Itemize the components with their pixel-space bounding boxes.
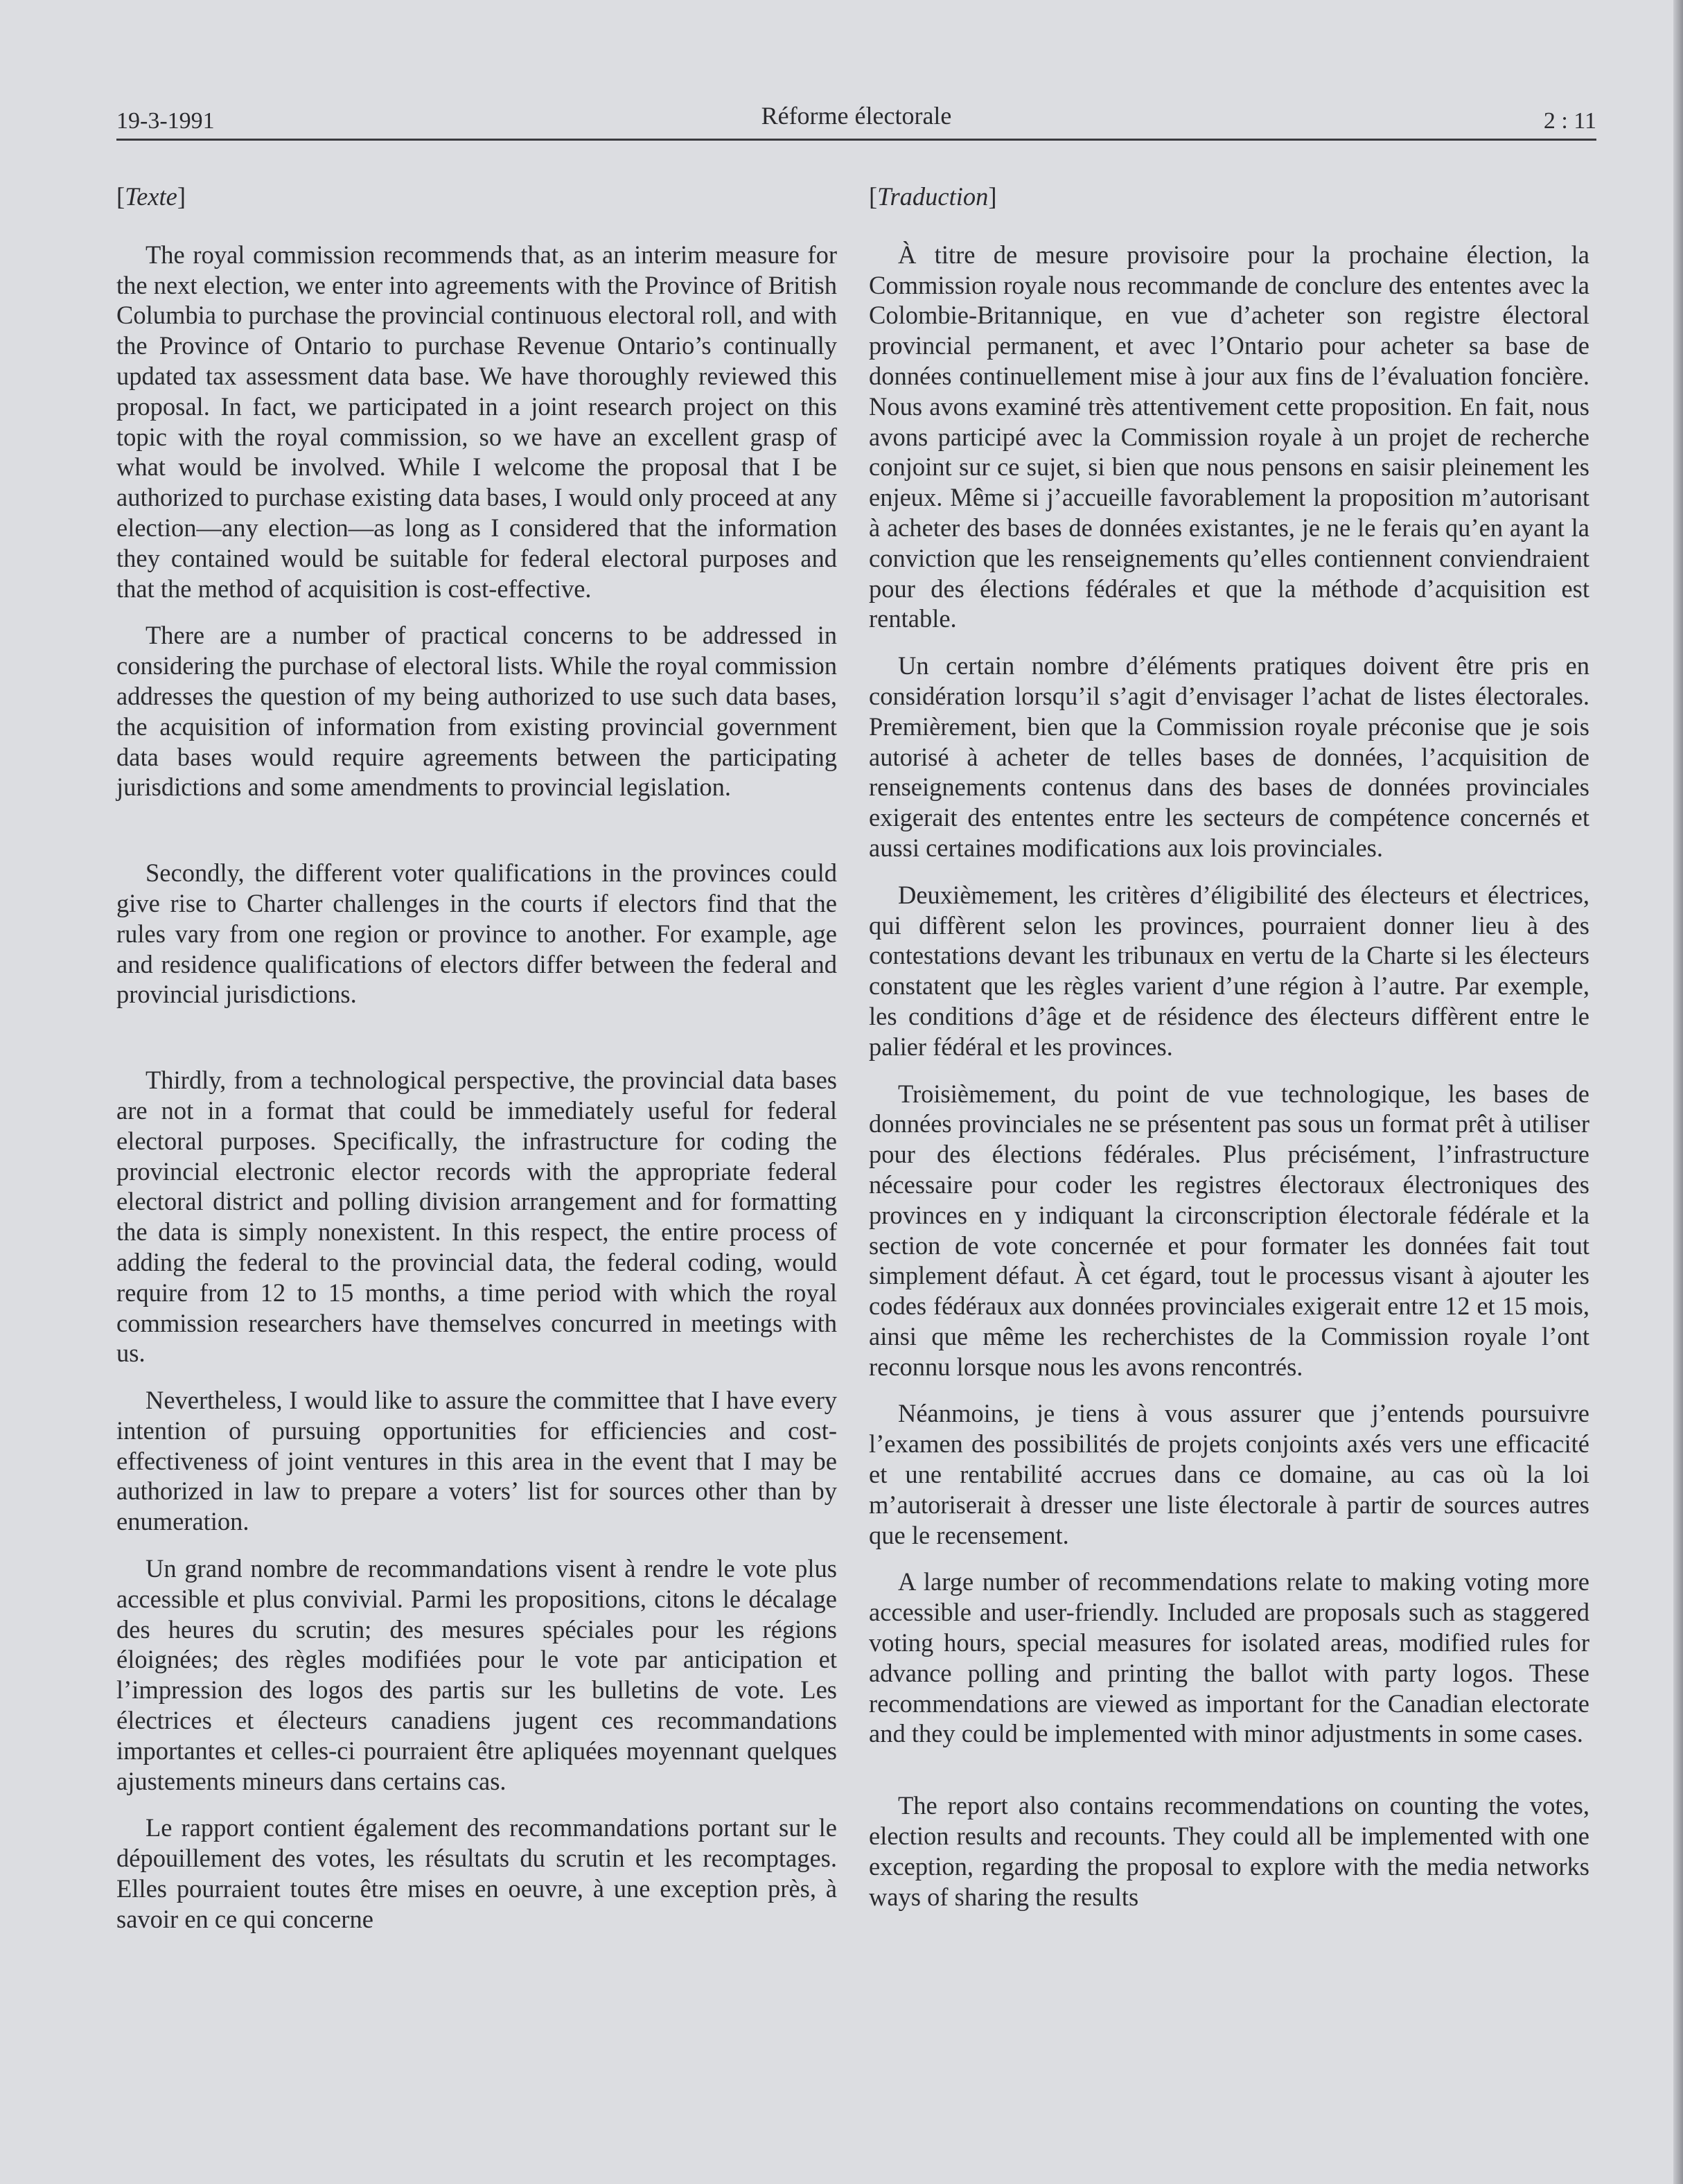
header-page-number: 2 : 11 (1543, 108, 1596, 134)
page-header (116, 101, 1596, 141)
left-paragraph-7: Le rapport contient également des recommandations portant sur le dépouillement des votes, les résultats du scrutin et les recomptages. Elles pourraient toutes être mises en oeuvre, à une exception près, à savoir en ce qui concerne (116, 1813, 837, 1933)
left-column (116, 182, 837, 1951)
header-date: 19-3-1991 (116, 108, 215, 134)
header-title: Réforme électorale (761, 102, 952, 130)
header-rule (116, 139, 1596, 141)
right-paragraph-5: Néanmoins, je tiens à vous assurer que j’entends poursuivre l’examen des possibilités de projets conjoints axés vers une efficacité et une rentabilité accrues dans ce domaine, au cas où la loi m’autoriserait à dresser une liste électorale à partir de sources autres que le recensement. (869, 1399, 1589, 1549)
right-paragraph-2: Un certain nombre d’éléments pratiques doivent être pris en considération lorsqu’il s’agit d’envisager l’achat de listes électorales. Premièrement, bien que la Commission royale préconise que je sois autorisé à acheter de telles bases de données, l’acquisition de renseignements contenus dans des bases de données provinciales exigerait des ententes entre les secteurs de compétence concernés et aussi certaines modifications aux lois provinciales. (869, 651, 1589, 862)
left-paragraph-6: Un grand nombre de recommandations visent à rendre le vote plus accessible et plus convivial. Parmi les propositions, citons le décalage des heures du scrutin; des mesures spéciales pour les régions éloignées; des règles modifiées pour le vote par anticipation et l’impression des logos des partis sur les bulletins de vote. Les électrices et électeurs canadiens jugent ces recommandations importantes et celles-ci pourraient être apliquées moyennant quelques ajustements mineurs dans certains cas. (116, 1554, 837, 1795)
left-paragraph-5: Nevertheless, I would like to assure the committee that I have every intention of pursuing opportunities for efficiencies and cost-effectiveness of joint ventures in this area in the event that I may be authorized in law to prepare a voters’ list for sources other than by enumeration. (116, 1386, 837, 1536)
right-paragraph-3: Deuxièmement, les critères d’éligibilité des électeurs et électrices, qui diffèrent selon les provinces, pourraient donner lieu à des contestations devant les tribunaux en vertu de la Charte si les électeurs constatent que les règles varient d’une région à l’autre. Par exemple, les conditions d’âge et de résidence des électeurs diffèrent entre le palier fédéral et les provinces. (869, 880, 1589, 1061)
right-column (869, 182, 1589, 1928)
left-paragraph-4: Thirdly, from a technological perspective, the provincial data bases are not in a format that could be immediately useful for federal electoral purposes. Specifically, the infrastructure for coding the provincial electronic elector records with the appropriate federal electoral district and polling division arrangement and for formatting the data is simply nonexistent. In this respect, the entire process of adding the federal to the provincial data, the federal coding, would require from 12 to 15 months, a time period with which the royal commission researchers have themselves concurred in meetings with us. (116, 1066, 837, 1368)
left-paragraph-3: Secondly, the different voter qualifications in the provinces could give rise to Charter challenges in the courts if electors find that the rules vary from one region or province to another. For example, age and residence qualifications of electors differ between the federal and provincial jurisdictions. (116, 858, 837, 1009)
right-paragraph-1: À titre de mesure provisoire pour la prochaine élection, la Commission royale nous recommande de conclure des ententes avec la Colombie-Britannique, en vue d’acheter son registre électoral provincial permanent, et avec l’Ontario pour acheter sa base de données continuellement mise à jour aux fins de l’évaluation foncière. Nous avons examiné très attentivement cette proposition. En fait, nous avons participé avec la Commission royale à un projet de recherche conjoint sur ce sujet, si bien que nous pensons en saisir pleinement les enjeux. Même si j’accueille favorablement la proposition m’autorisant à acheter des bases de données existantes, je ne le ferais qu’en ayant la conviction que les renseignements qu’elles contiennent conviendraient pour des élections fédérales et que la méthode d’acquisition est rentable. (869, 240, 1589, 633)
page-edge-shadow (1673, 0, 1683, 2184)
left-paragraph-2: There are a number of practical concerns to be addressed in considering the purchase of electoral lists. While the royal commission addresses the question of my being authorized to use such data bases, the acquisition of information from existing provincial government data bases would require agreements between the participating jurisdictions and some amendments to provincial legislation. (116, 621, 837, 802)
right-paragraph-6: A large number of recommendations relate to making voting more accessible and user-friendly. Included are proposals such as staggered voting hours, special measures for isolated areas, modified rules for advance polling and printing the ballot with party logos. These recommendations are viewed as important for the Canadian electorate and they could be implemented with minor adjustments in some cases. (869, 1567, 1589, 1748)
right-paragraph-7: The report also contains recommendations on counting the votes, election results and recounts. They could all be implemented with one exception, regarding the proposal to explore with the media networks ways of sharing the results (869, 1791, 1589, 1911)
left-column-label: [Texte] (116, 182, 186, 211)
right-column-label: [Traduction] (869, 182, 997, 211)
right-paragraph-4: Troisièmement, du point de vue technologique, les bases de données provinciales ne se présentent pas sous un format prêt à utiliser pour des élections fédérales. Plus précisément, l’infrastructure nécessaire pour coder les registres électoraux électroniques des provinces en y indiquant la circonscription électorale fédérale et la section de vote concernée et pour formater les données fait tout simplement défaut. À cet égard, tout le processus visant à ajouter les codes fédéraux aux données provinciales exigerait entre 12 et 15 mois, ainsi que même les recherchistes de la Commission royale l’ont reconnu lorsque nous les avons rencontrés. (869, 1079, 1589, 1381)
left-paragraph-1: The royal commission recommends that, as an interim measure for the next election, we enter into agreements with the Province of British Columbia to purchase the provincial continuous electoral roll, and with the Province of Ontario to purchase Revenue Ontario’s continually updated tax assessment data base. We have thoroughly reviewed this proposal. In fact, we participated in a joint research project on this topic with the royal commission, so we have an excellent grasp of what would be involved. While I welcome the proposal that I be authorized to purchase existing data bases, I would only proceed at any election—any election—as long as I considered that the information they contained would be suitable for federal electoral purposes and that the method of acquisition is cost-effective. (116, 240, 837, 603)
